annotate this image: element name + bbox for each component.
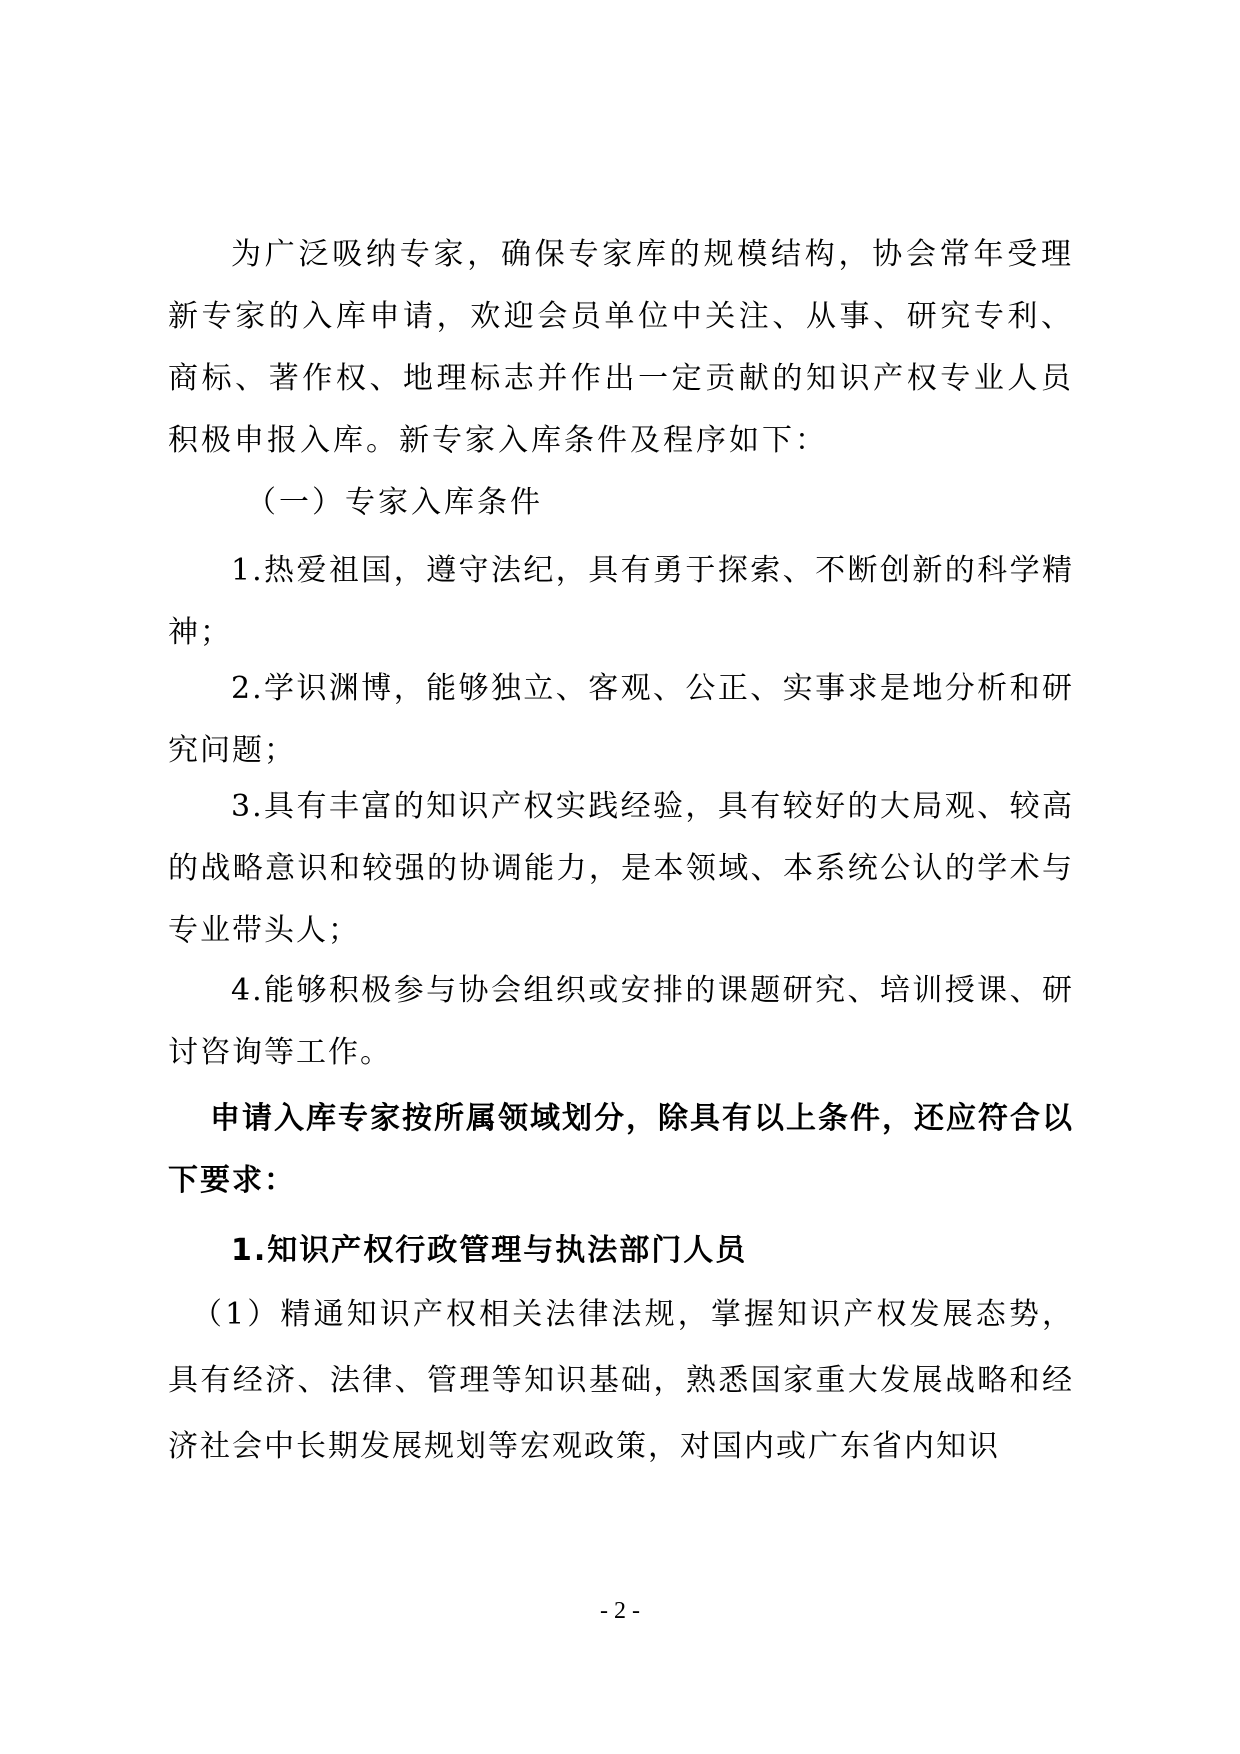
condition-item-2: 2.学识渊博，能够独立、客观、公正、实事求是地分析和研究问题； — [168, 671, 1074, 768]
category-1-item-1: （1）精通知识产权相关法律法规，掌握知识产权发展态势，具有经济、法律、管理等知识基础，熟悉国家重大发展战略和经济社会中长期发展规划等宏观政策，对国内或广东省内知识 — [168, 1297, 1074, 1464]
intro-paragraph: 为广泛吸纳专家，确保专家库的规模结构，协会常年受理新专家的入库申请，欢迎会员单位中关注、从事、研究专利、商标、著作权、地理标志并作出一定贡献的知识产权专业人员积极申报入库。新专家入库条件及程序如下： — [168, 237, 1074, 458]
section-heading-conditions: （一）专家入库条件 — [246, 485, 543, 520]
condition-item-4: 4.能够积极参与协会组织或安排的课题研究、培训授课、研讨咨询等工作。 — [168, 973, 1074, 1070]
page-number: - 2 - — [600, 1598, 640, 1624]
conditions-list — [168, 540, 1074, 1084]
requirements-intro: 申请入库专家按所属领域划分，除具有以上条件，还应符合以下要求： — [168, 1101, 1074, 1198]
condition-item-1: 1.热爱祖国，遵守法纪，具有勇于探索、不断创新的科学精神； — [168, 553, 1074, 650]
condition-item-3: 3.具有丰富的知识产权实践经验，具有较好的大局观、较高的战略意识和较强的协调能力，是本领域、本系统公认的学术与专业带头人； — [168, 789, 1074, 948]
document-body — [168, 224, 1074, 1480]
category-heading-1: 1.知识产权行政管理与执法部门人员 — [231, 1233, 748, 1268]
